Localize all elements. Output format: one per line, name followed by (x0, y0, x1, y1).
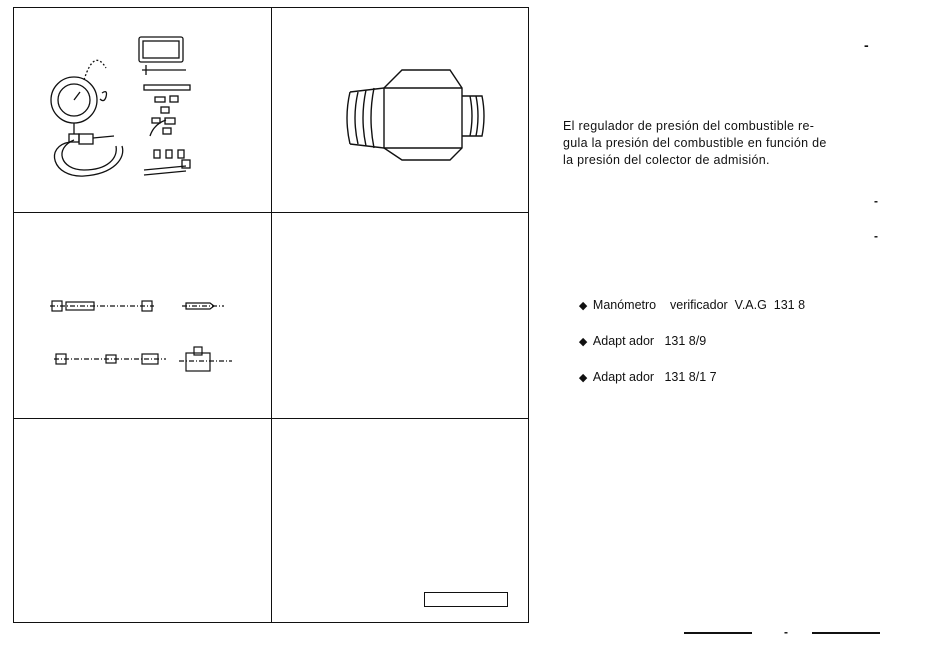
footer-marker: - (784, 625, 788, 639)
description-line: El regulador de presión del combustible re- (563, 119, 815, 133)
extension-lines-illustration (14, 213, 271, 418)
figure-label-box (424, 592, 508, 607)
list-item (565, 278, 805, 314)
diamond-bullet-icon: ◆ (578, 372, 588, 384)
tool-label: Adapt ador 131 8/9 (592, 334, 707, 348)
adapter-lines-icon (14, 213, 271, 418)
description-line: la presión del colector de admisión. (563, 153, 770, 167)
list-item (565, 314, 805, 350)
threaded-adapter-icon (272, 8, 530, 212)
footer-right-rule (812, 632, 880, 634)
description-paragraph (563, 118, 881, 169)
footer-left-rule (684, 632, 752, 634)
top-right-marker: - (864, 37, 869, 53)
description-line: gula la presión del combustible en función de (563, 136, 827, 150)
empty-cell-2 (14, 419, 271, 624)
illustration-grid (13, 7, 529, 623)
empty-cell-1 (272, 213, 530, 418)
required-tools-list (565, 278, 805, 386)
diamond-bullet-icon: ◆ (578, 300, 588, 312)
pressure-gauge-kit-icon (14, 8, 271, 212)
tool-label: Adapt ador 131 8/1 7 (592, 370, 717, 384)
side-marker: - (874, 194, 878, 208)
tool-label: Manómetro verificador V.A.G 131 8 (592, 298, 806, 312)
diamond-bullet-icon: ◆ (578, 336, 588, 348)
gauge-kit-illustration (14, 8, 271, 212)
adapter-fitting-illustration (272, 8, 530, 212)
side-marker: - (874, 229, 878, 243)
list-item (565, 350, 805, 386)
